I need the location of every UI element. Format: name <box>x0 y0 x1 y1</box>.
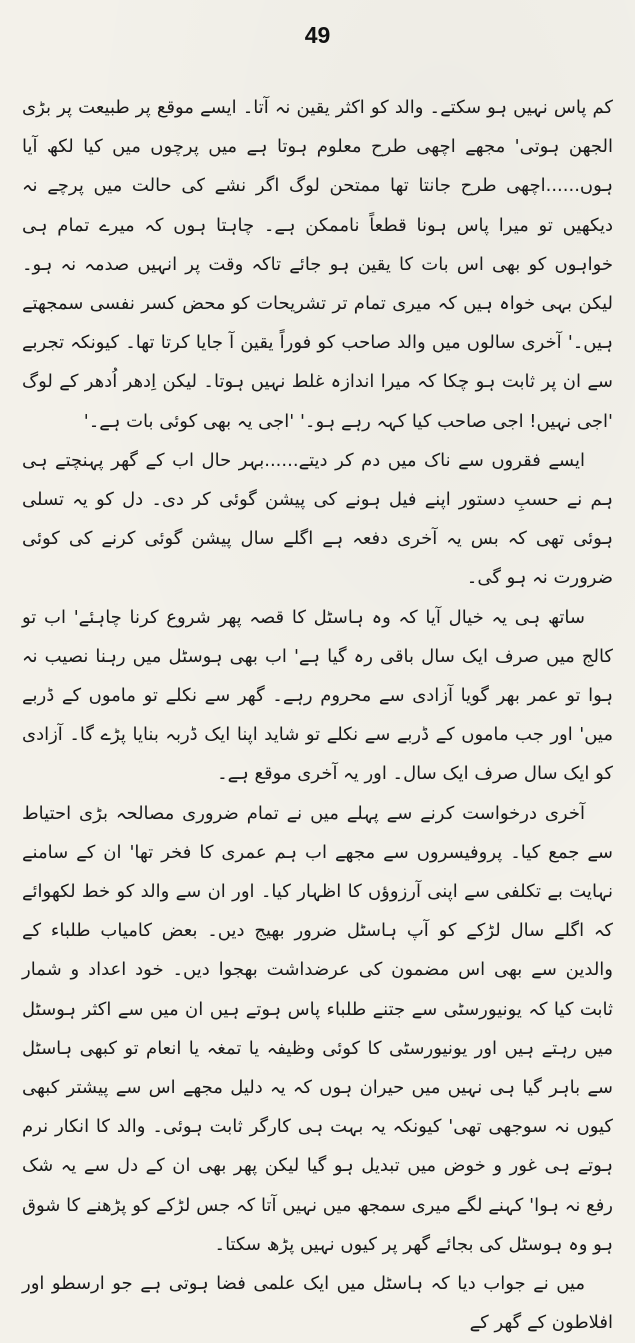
paragraph-2: ایسے فقروں سے ناک میں دم کر دیتے......بہر حال اب کے گھر پہنچتے ہی ہم نے حسبِ دستور اپنے فیل ہونے کی پیشن گوئی کر دی۔ دل کو یہ تسلی ہوئی تھی کہ بس یہ آخری دفعہ ہے اگلے سال پیشن گوئی کرنے کی کوئی ضرورت نہ ہو گی۔ <box>22 449 613 589</box>
paragraph-3: ساتھ ہی یہ خیال آیا کہ وہ ہاسٹل کا قصہ پھر شروع کرنا چاہئے' اب تو کالج میں صرف ایک سال باقی رہ گیا ہے' اب بھی ہوسٹل میں رہنا نصیب نہ ہوا تو عمر بھر گویا آزادی سے محروم رہے۔ گھر سے نکلے تو ماموں کے ڈربے میں' اور جب ماموں کے ڈربے سے نکلے تو شاید اپنا ایک ڈربہ بنایا پڑے گا۔ آزادی کو ایک سال صرف ایک سال۔ اور یہ آخری موقع ہے۔ <box>22 606 613 785</box>
paragraph-1: کم پاس نہیں ہو سکتے۔ والد کو اکثر یقین نہ آتا۔ ایسے موقع پر طبیعت پر بڑی الجھن ہوتی' مجھے اچھی طرح معلوم ہوتا ہے میں پرچوں میں کیا لکھ آیا ہوں......اچھی طرح جانتا تھا ممتحن لوگ اگر نشے کی حالت میں پرچے نہ دیکھیں تو میرا پاس ہونا قطعاً ناممکن ہے۔ چاہتا ہوں کہ میرے تمام ہی خواہوں کو بھی اس بات کا یقین ہو جائے تاکہ وقت پر انہیں صدمہ نہ ہو۔ لیکن بہی خواہ ہیں کہ میری تمام تر تشریحات کو محض کسر نفسی سمجھتے ہیں۔' آخری سالوں میں والد صاحب کو فوراً یقین آ جایا کرتا تھا۔ کیونکہ تجربے سے ان پر ثابت ہو چکا کہ میرا اندازہ غلط نہیں ہوتا۔ لیکن اِدھر اُدھر کے لوگ 'اجی نہیں! اجی صاحب کیا کہہ رہے ہو۔' 'اجی یہ بھی کوئی بات ہے۔' <box>22 97 613 432</box>
page-body-text <box>22 88 613 1343</box>
paragraph-4: آخری درخواست کرنے سے پہلے میں نے تمام ضروری مصالحہ بڑی احتیاط سے جمع کیا۔ پروفیسروں سے مجھے اب ہم عمری کا فخر تھا' ان کے سامنے نہایت بے تکلفی سے اپنی آرزوؤں کا اظہار کیا۔ اور ان سے والد کو خط لکھوائے کہ اگلے سال لڑکے کو آپ ہاسٹل ضرور بھیج دیں۔ بعض کامیاب طلباء کے والدین سے بھی اس مضمون کی عرضداشت بھجوا دیں۔ خود اعداد و شمار ثابت کیا کہ یونیورسٹی سے جتنے طلباء پاس ہوتے ہیں ان میں سے اکثر ہوسٹل میں رہتے ہیں اور یونیورسٹی کا کوئی وظیفہ یا تمغہ یا انعام تو کبھی ہاسٹل سے باہر گیا ہی نہیں میں حیران ہوں کہ یہ دلیل مجھے اس سے پیشتر کبھی کیوں نہ سوجھی تھی' کیونکہ یہ بہت ہی کارگر ثابت ہوئی۔ والد کا انکار نرم ہوتے ہی غور و خوض میں تبدیل ہو گیا لیکن پھر بھی ان کے دل سے یہ شک رفع نہ ہوا' کہنے لگے میری سمجھ میں نہیں آتا کہ جس لڑکے کو پڑھنے کا شوق ہو وہ ہوسٹل کی بجائے گھر پر کیوں نہیں پڑھ سکتا۔ <box>22 802 613 1255</box>
paragraph-5: میں نے جواب دیا کہ ہاسٹل میں ایک علمی فضا ہوتی ہے جو ارسطو اور افلاطون کے گھر کے <box>22 1273 613 1334</box>
page-number: 49 <box>304 22 331 48</box>
